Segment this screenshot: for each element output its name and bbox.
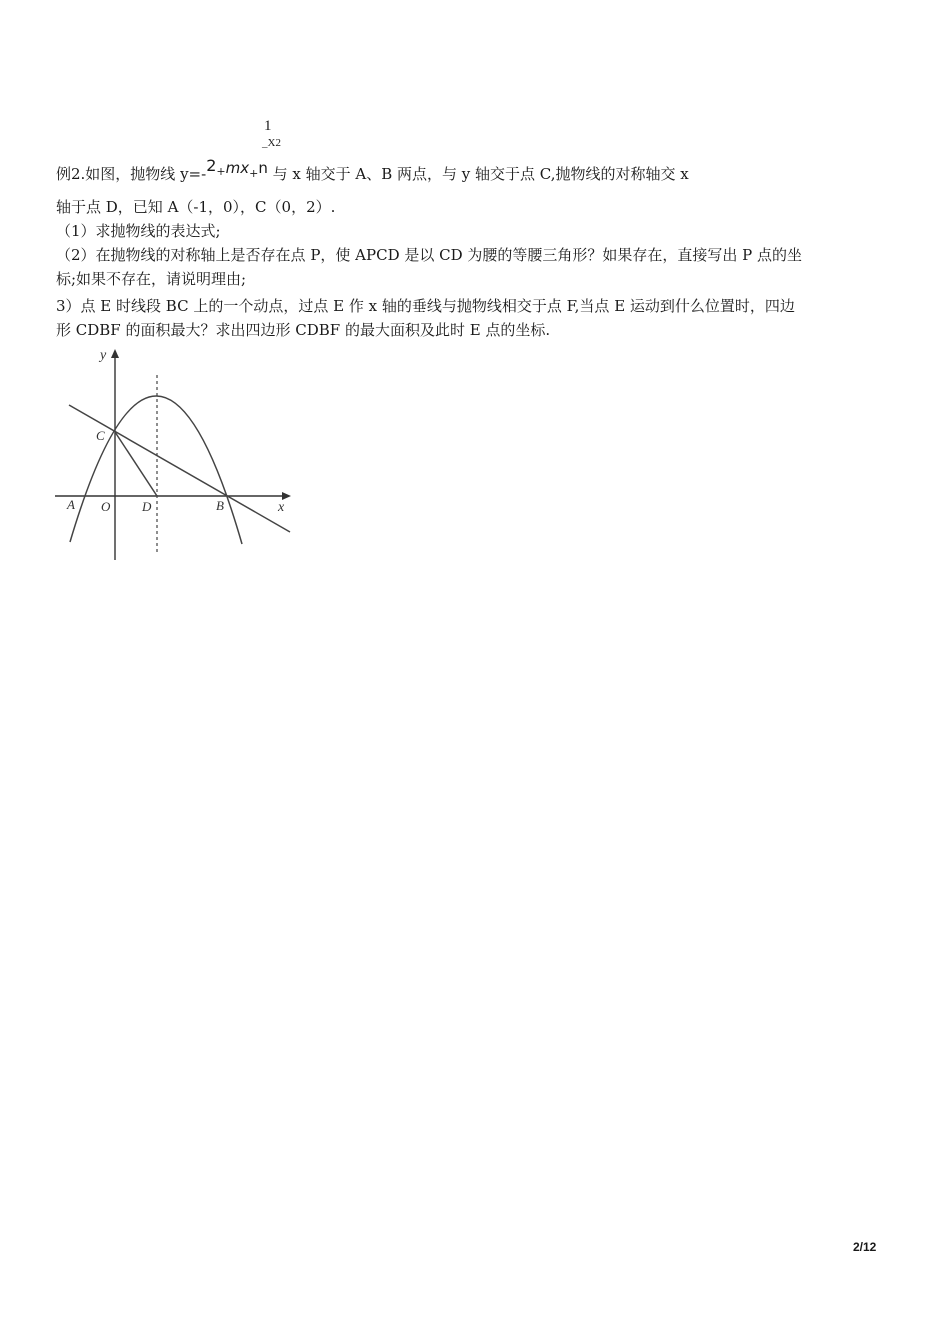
formula-fraction-denominator: _X2 <box>262 137 281 149</box>
page-number: 2/12 <box>853 1240 877 1254</box>
problem-line-2: 轴于点 D，已知 A（-1，0），C（0，2）. <box>56 198 336 216</box>
parabola-figure <box>52 345 297 565</box>
formula-plus-2: + <box>249 167 259 180</box>
question-1: （1）求抛物线的表达式; <box>56 222 221 240</box>
formula-mx: mx <box>225 159 250 177</box>
formula-fraction-numerator: 1 <box>264 118 272 134</box>
label-x: x <box>278 500 285 515</box>
problem-line-1-prefix: 例2.如图，抛物线 y=- <box>56 165 207 183</box>
label-C: C <box>96 428 105 443</box>
label-D: D <box>142 499 152 514</box>
formula-n: n <box>258 159 268 177</box>
label-y: y <box>100 348 107 363</box>
y-axis-arrow <box>111 349 119 358</box>
formula-plus-1: + <box>216 165 226 178</box>
label-O: O <box>101 499 111 514</box>
formula-coef-2: 2 <box>206 156 217 175</box>
segment-CD <box>115 432 157 496</box>
question-2-line-1: （2）在抛物线的对称轴上是否存在点 P，使 APCD 是以 CD 为腰的等腰三角形？如果存在，直接写出 P 点的坐 <box>56 246 803 264</box>
question-2-line-2: 标;如果不存在，请说明理由; <box>56 270 247 288</box>
problem-line-1 <box>56 156 689 186</box>
label-A: A <box>67 497 75 512</box>
problem-line-1-suffix: 与 x 轴交于 A、B 两点，与 y 轴交于点 C,抛物线的对称轴交 x <box>272 165 689 183</box>
x-axis-arrow <box>282 492 291 500</box>
question-3-line-1: 3）点 E 时线段 BC 上的一个动点，过点 E 作 x 轴的垂线与抛物线相交于点 F,当点 E 运动到什么位置时，四边 <box>56 297 795 315</box>
question-3-line-2: 形 CDBF 的面积最大？求出四边形 CDBF 的最大面积及此时 E 点的坐标. <box>56 321 551 339</box>
parabola-curve <box>70 396 242 544</box>
label-B: B <box>216 498 224 513</box>
